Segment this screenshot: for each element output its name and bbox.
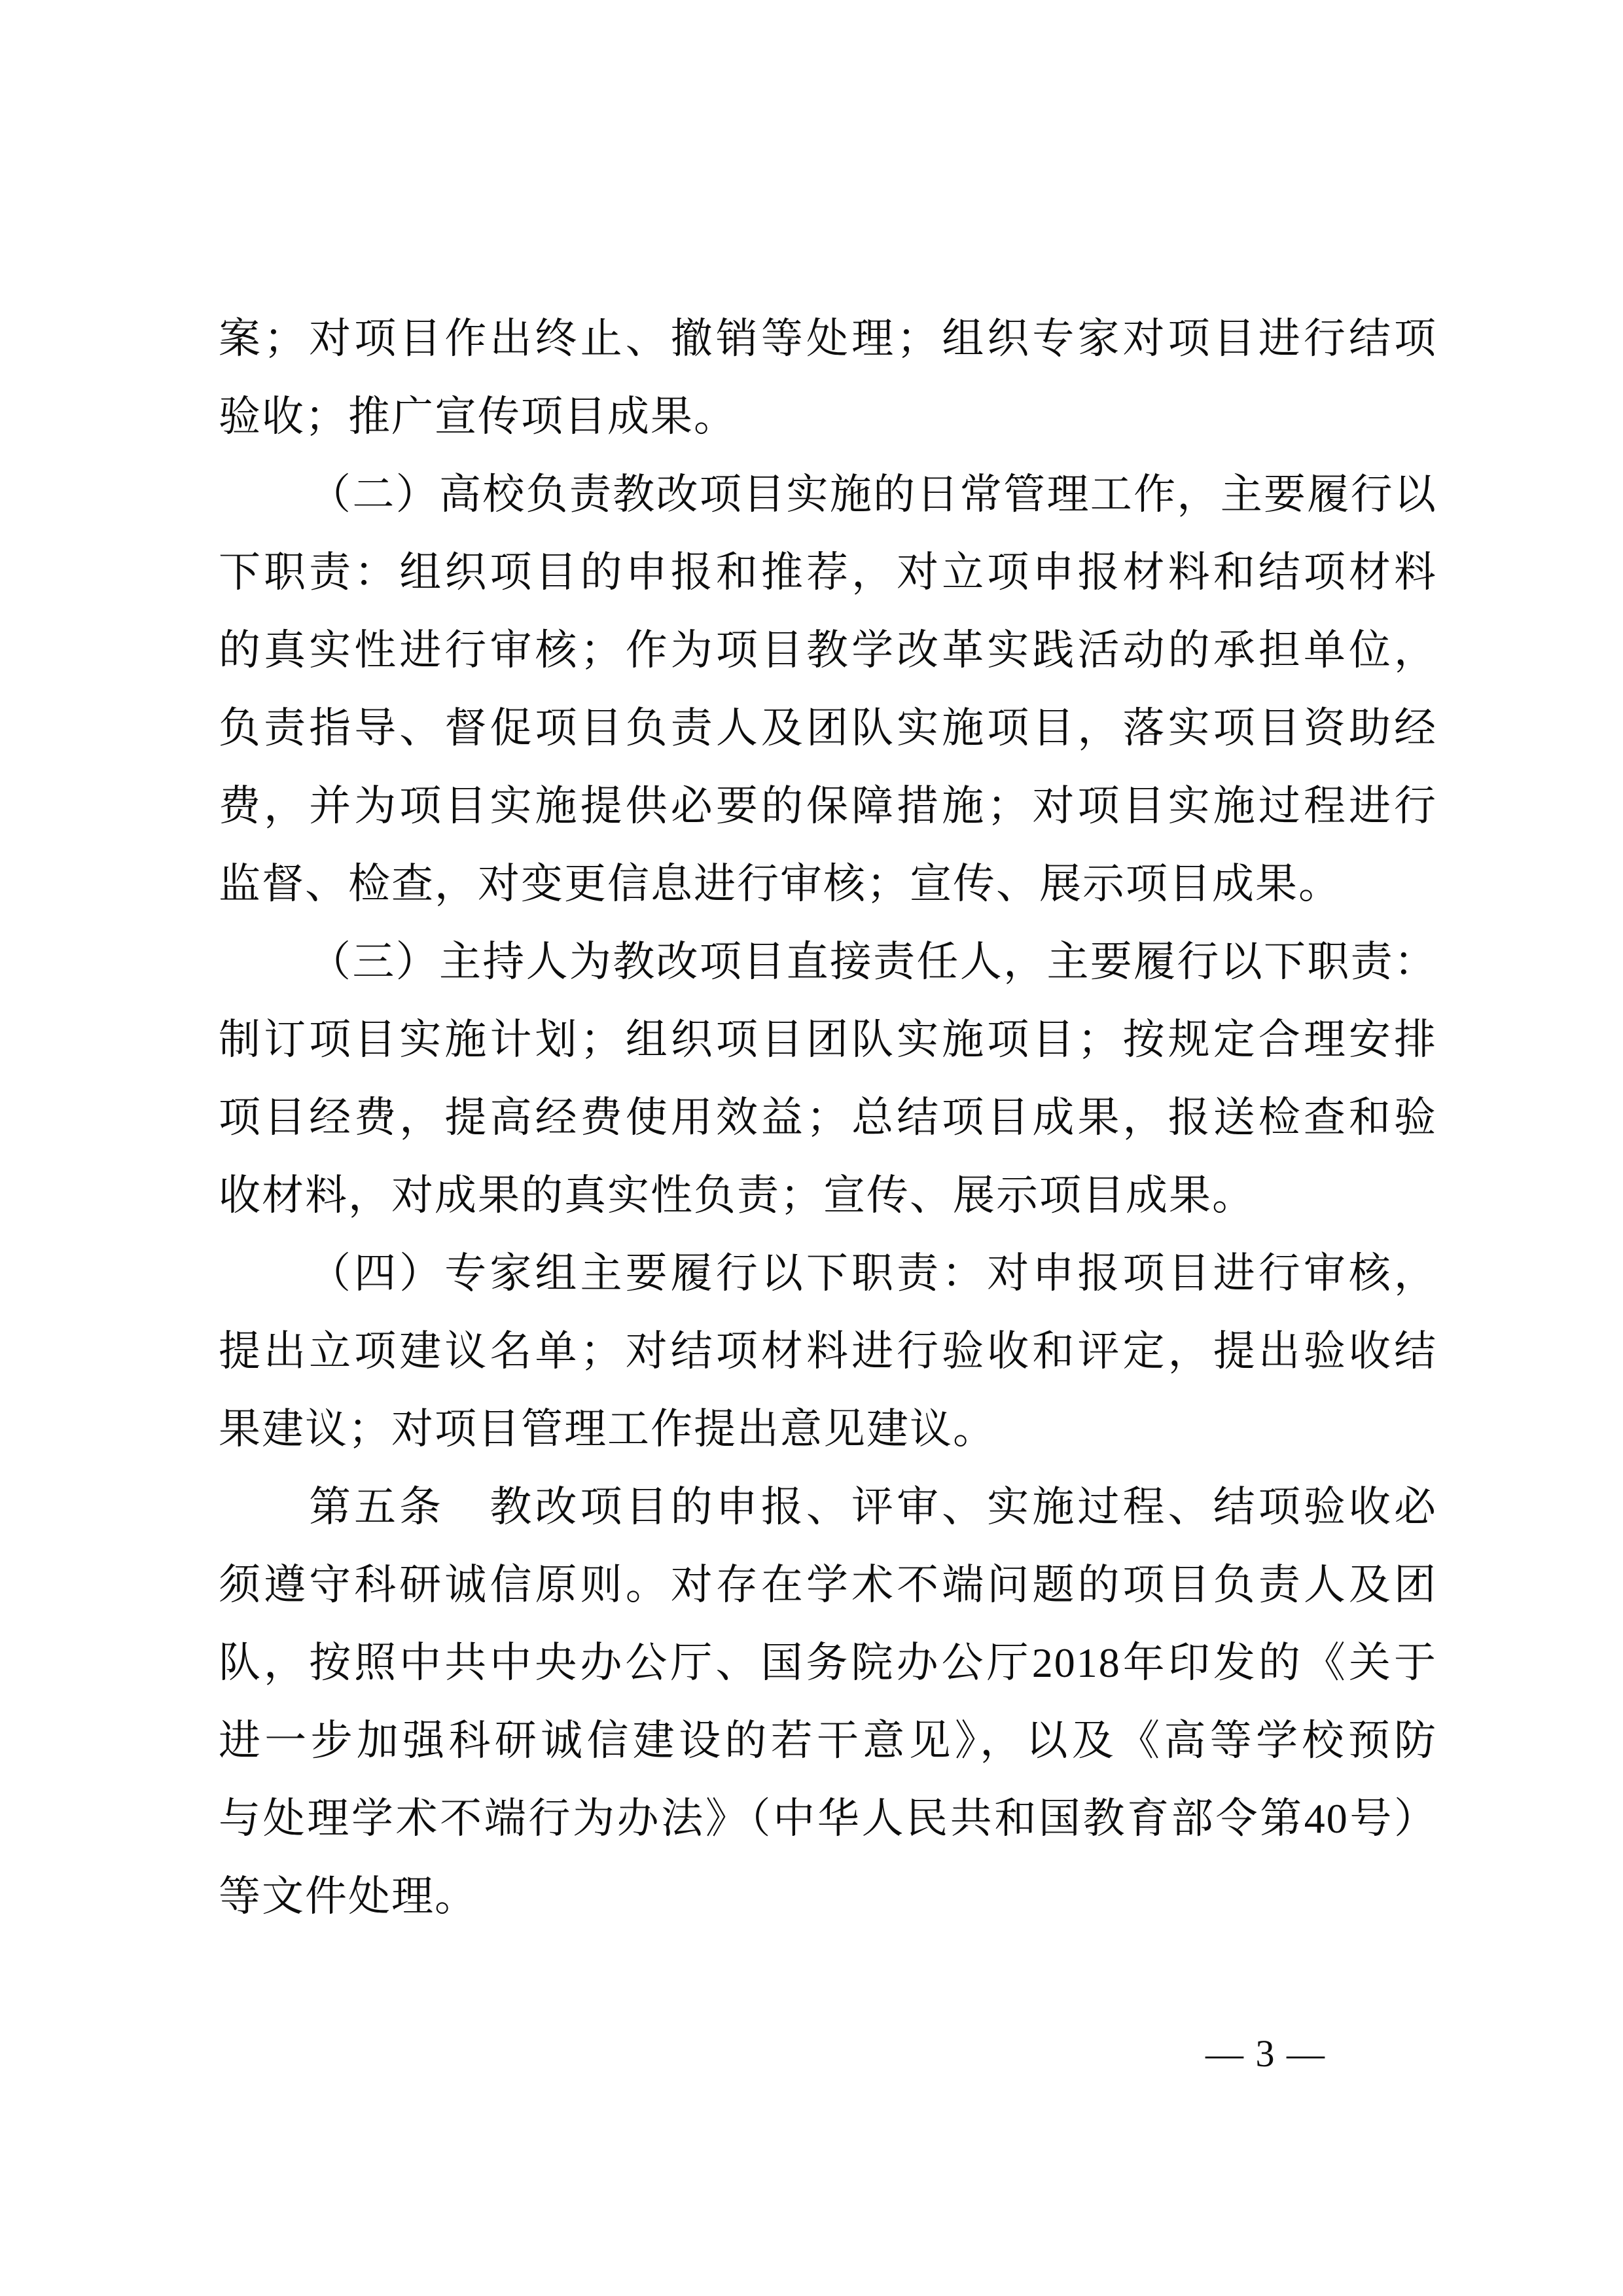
text-line: 下职责：组织项目的申报和推荐，对立项申报材料和结项材料 xyxy=(219,549,1437,596)
text-line: 第五条 教改项目的申报、评审、实施过程、结项验收必 xyxy=(309,1484,1437,1530)
text-line: （四）专家组主要履行以下职责：对申报项目进行审核， xyxy=(309,1250,1437,1297)
text-line: 收材料，对成果的真实性负责；宣传、展示项目成果。 xyxy=(219,1172,1255,1219)
text-line: 提出立项建议名单；对结项材料进行验收和评定，提出验收结 xyxy=(219,1328,1437,1374)
text-line: 等文件处理。 xyxy=(219,1873,478,1920)
text-line: 案；对项目作出终止、撤销等处理；组织专家对项目进行结项 xyxy=(219,315,1437,362)
text-line: 须遵守科研诚信原则。对存在学术不端问题的项目负责人及团 xyxy=(219,1562,1437,1608)
text-line: 队，按照中共中央办公厅、国务院办公厅2018年印发的《关于 xyxy=(219,1640,1437,1686)
text-line: 与处理学术不端行为办法》（中华人民共和国教育部令第40号） xyxy=(219,1795,1437,1842)
text-line: 的真实性进行审核；作为项目教学改革实践活动的承担单位， xyxy=(219,627,1437,673)
page-number: — 3 — xyxy=(1205,2032,1326,2075)
text-line: 制订项目实施计划；组织项目团队实施项目；按规定合理安排 xyxy=(219,1016,1437,1063)
text-line: 果建议；对项目管理工作提出意见建议。 xyxy=(219,1406,996,1452)
text-line: 监督、检查，对变更信息进行审核；宣传、展示项目成果。 xyxy=(219,861,1342,907)
text-line: 费，并为项目实施提供必要的保障措施；对项目实施过程进行 xyxy=(219,783,1437,829)
text-line: 验收；推广宣传项目成果。 xyxy=(219,393,737,440)
text-line: （三）主持人为教改项目直接责任人，主要履行以下职责： xyxy=(309,939,1437,985)
text-line: 进一步加强科研诚信建设的若干意见》，以及《高等学校预防 xyxy=(219,1717,1437,1764)
text-line: 负责指导、督促项目负责人及团队实施项目，落实项目资助经 xyxy=(219,705,1437,751)
document-body xyxy=(219,300,1437,1935)
text-line: 项目经费，提高经费使用效益；总结项目成果，报送检查和验 xyxy=(219,1094,1437,1141)
text-line: （二）高校负责教改项目实施的日常管理工作，主要履行以 xyxy=(309,471,1437,518)
